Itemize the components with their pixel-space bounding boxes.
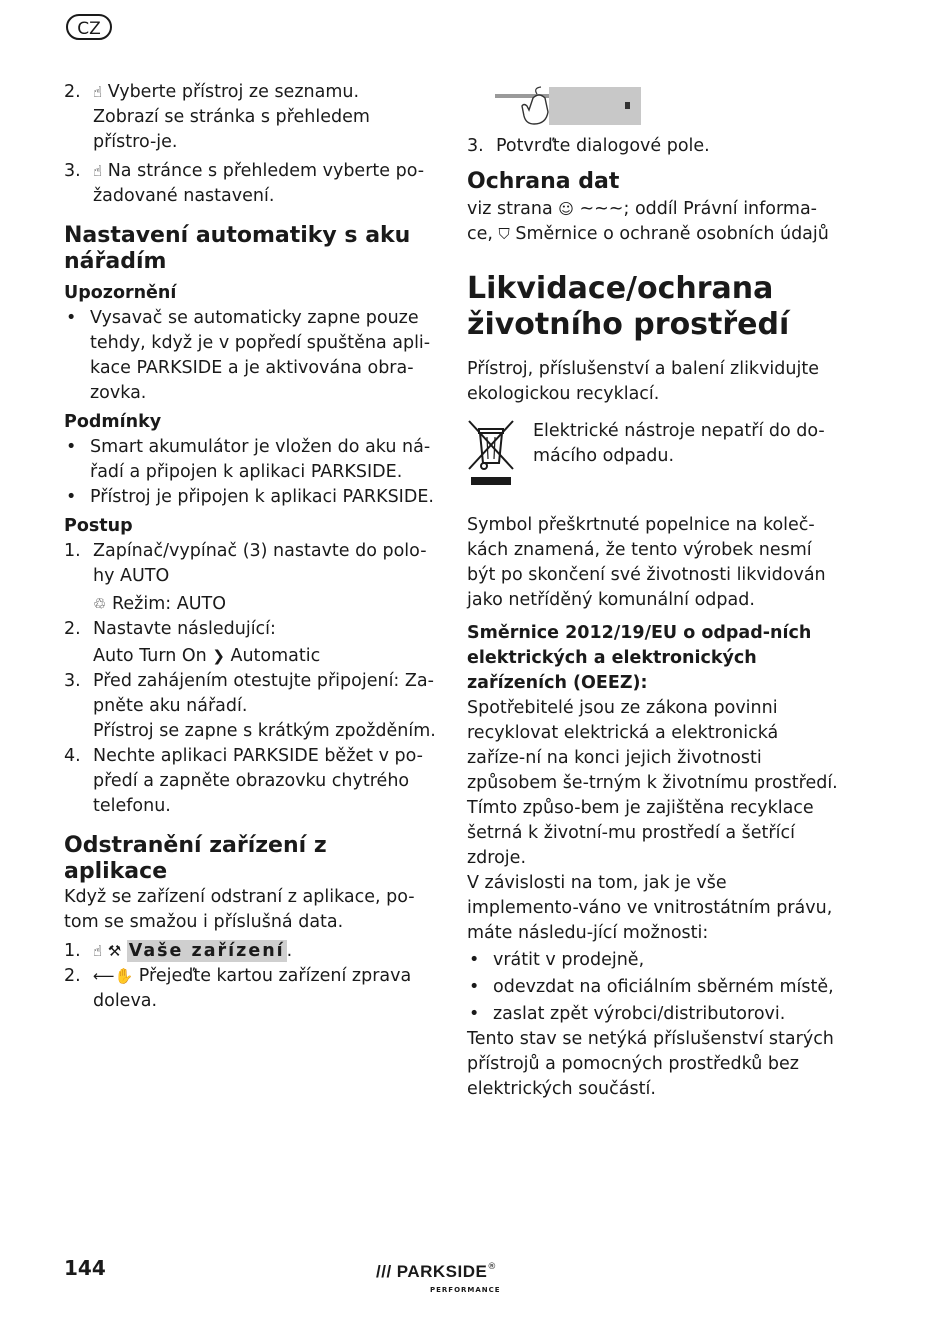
bullet-text: Smart akumulátor je vložen do aku ná-řadí a připojen k aplikaci PARKSIDE. — [90, 437, 431, 482]
list-item — [64, 539, 436, 617]
hand-pointer-icon: ☝ — [93, 942, 103, 960]
warning-label: Upozornění — [64, 283, 177, 303]
privacy-paragraph — [467, 197, 839, 247]
list-item — [467, 134, 839, 159]
step-result: Zobrazí se stránka s přehledem přístro-je. — [93, 107, 370, 152]
bullet-text: zaslat zpět výrobci/distributorovi. — [493, 1004, 786, 1024]
punctuation: . — [286, 941, 293, 961]
weee-block — [467, 419, 839, 493]
directive-text: Spotřebitelé jsou ze zákona povinni recyklovat elektrická a elektronická zaříze-ní na konci jejich životnosti způsobem še-trným k životnímu prostředí. Tímto způso-bem je zajištěna recyklace šetrná k životní-mu prostředí a šetřící zdroje. — [467, 698, 838, 868]
setting-value: Automatic — [230, 646, 321, 666]
step-number: 1. — [64, 541, 81, 561]
bullet-text: vrátit v prodejně, — [493, 950, 645, 970]
setting-name: Auto Turn On — [93, 646, 207, 666]
step-number: 2. — [64, 966, 81, 986]
step-text: Nastavte následující: — [93, 619, 276, 639]
list-item — [64, 80, 436, 155]
page-placeholder: ~~~ — [579, 199, 624, 219]
section-title: Ochrana dat — [467, 169, 620, 194]
weee-text: Elektrické nástroje nepatří do do-mácího odpadu. — [533, 421, 825, 466]
options-intro: V závislosti na tom, jak je vše implemento-váno ve vnitrostátním právu, máte následu-jící možnosti: — [467, 873, 833, 943]
step-text: Potvrďte dialogové pole. — [496, 136, 710, 156]
hand-icon: ✋ — [114, 967, 134, 985]
list-item: • vrátit v prodejně, — [467, 948, 839, 973]
disposal-heading: Likvidace/ochrana životního prostředí — [467, 271, 790, 342]
privacy-text: Směrnice o ochraně osobních údajů — [515, 224, 829, 244]
shield-icon: ⛉ — [498, 225, 510, 243]
conditions-label: Podmínky — [64, 412, 162, 432]
list-item: • odevzdat na oficiálním sběrném místě, — [467, 975, 839, 1000]
swipe-gesture-illustration — [493, 84, 641, 128]
section-title: Odstranění zařízení z aplikace — [64, 833, 327, 884]
directive-heading: Směrnice 2012/19/EU o odpad-ních elektrických a elektronických zařízeních (OEEZ): — [467, 623, 812, 693]
step-text: Vyberte přístroj ze seznamu. — [107, 82, 360, 102]
bullet-text: Vysavač se automaticky zapne pouze tehdy, když je v popředí spuštěna apli-kace PARKSIDE a je aktivována obra-zovka. — [90, 308, 431, 403]
list-item — [64, 159, 436, 209]
step-number: 2. — [64, 82, 81, 102]
bullet-text: Přístroj je připojen k aplikaci PARKSIDE. — [90, 487, 434, 507]
left-column — [64, 80, 436, 1014]
bullet-text: odevzdat na oficiálním sběrném místě, — [493, 977, 834, 997]
list-item — [64, 617, 436, 669]
language-badge: CZ — [66, 14, 112, 40]
step-result: Přístroj se zapne s krátkým zpožděním. — [93, 721, 436, 741]
brand-subline: PERFORMANCE — [430, 1286, 501, 1294]
page-number: 144 — [64, 1256, 106, 1280]
step-text: Před zahájením otestujte připojení: Za-pněte aku nářadí. — [93, 671, 434, 716]
step-number: 3. — [64, 671, 81, 691]
privacy-text: viz strana — [467, 199, 553, 219]
list-item: • Vysavač se automaticky zapne pouze tehdy, když je v popředí spuštěna apli-kace PARKSIDE a je aktivována obra-zovka. — [64, 306, 436, 406]
list-item — [64, 744, 436, 819]
tool-icon: ⚒ — [107, 942, 122, 960]
brand-logo: /// PARKSIDE® PERFORMANCE — [376, 1262, 501, 1294]
step-number: 1. — [64, 941, 81, 961]
chevron-right-icon: ❯ — [212, 647, 225, 665]
section-intro: Když se zařízení odstraní z aplikace, po-tom se smažou i příslušná data. — [64, 887, 415, 932]
right-column — [467, 84, 839, 1102]
hand-pointer-icon: ☝ — [93, 83, 103, 101]
list-item — [64, 964, 436, 1014]
swipe-left-arrow-icon: ⟵ — [93, 967, 115, 985]
brand-stripes-icon: /// — [376, 1262, 392, 1281]
list-item — [64, 939, 436, 964]
step-number: 3. — [467, 136, 484, 156]
privacy-text: ; oddíl Právní informa-ce, — [467, 199, 817, 244]
step-text: Přejeďte kartou zařízení zprava doleva. — [93, 966, 412, 1011]
step-text: Zapínač/vypínač (3) nastavte do polo-hy AUTO — [93, 541, 427, 586]
crossed-bin-icon — [467, 419, 523, 493]
app-screenshot-thumbnail — [493, 84, 641, 128]
ui-label-tag: Vaše zařízení — [128, 941, 285, 961]
person-circle-icon: ☺ — [558, 200, 574, 218]
closing-text: Tento stav se netýká příslušenství starých přístrojů a pomocných prostředků bez elektrických součástí. — [467, 1029, 834, 1099]
bin-symbol-text: Symbol přeškrtnuté popelnice na koleč-kách znamená, že tento výrobek nesmí být po skončení své životnosti likvidován jako netříděný komunální odpad. — [467, 515, 826, 610]
step-number: 3. — [64, 161, 81, 181]
step-text: Nechte aplikaci PARKSIDE běžet v po-předí a zapněte obrazovku chytrého telefonu. — [93, 746, 423, 816]
hand-pointer-icon: ☝ — [93, 162, 103, 180]
list-item: • zaslat zpět výrobci/distributorovi. — [467, 1002, 839, 1027]
recycle-icon: ♲ — [93, 595, 107, 613]
step-text: Na stránce s přehledem vyberte po-žadované nastavení. — [93, 161, 425, 206]
section-title: Nastavení automatiky s aku nářadím — [64, 223, 411, 274]
mode-text: Režim: AUTO — [112, 594, 226, 614]
list-item — [64, 669, 436, 744]
brand-name: PARKSIDE — [396, 1262, 488, 1281]
step-number: 2. — [64, 619, 81, 639]
step-number: 4. — [64, 746, 81, 766]
procedure-label: Postup — [64, 516, 133, 536]
list-item: • Smart akumulátor je vložen do aku ná-řadí a připojen k aplikaci PARKSIDE. — [64, 435, 436, 485]
list-item: • Přístroj je připojen k aplikaci PARKSIDE. — [64, 485, 436, 510]
disposal-intro: Přístroj, příslušenství a balení zlikvidujte ekologickou recyklací. — [467, 359, 819, 404]
